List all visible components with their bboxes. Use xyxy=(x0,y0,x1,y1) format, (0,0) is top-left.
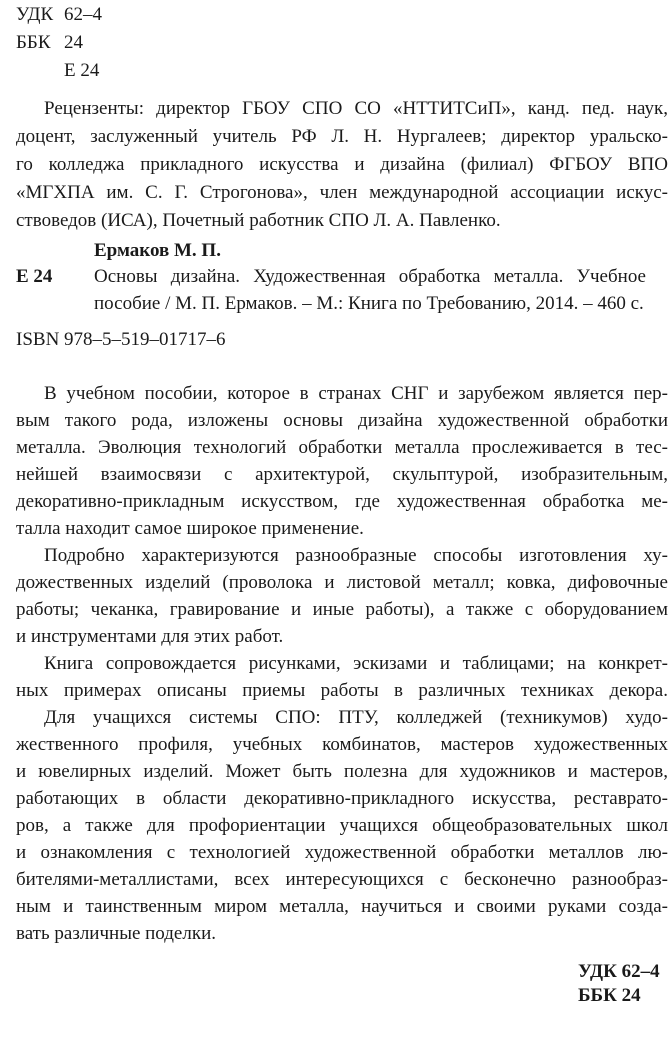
catalog-title-line: пособие / М. П. Ермаков. – М.: Книга по Требованию, 2014. – 460 с. xyxy=(94,293,644,314)
annotation-line: Книга сопровождается рисунками, эскизами и таблицами; на конкрет- xyxy=(44,653,668,674)
udk-label: УДК xyxy=(16,4,54,25)
annotation-line: декоративно-прикладным искусством, где художественная обработка ме- xyxy=(16,491,668,512)
catalog-mark: Е 24 xyxy=(16,266,53,287)
annotation-line: работы; чеканка, гравирование и иные работы), а также с оборудованием xyxy=(16,599,668,620)
annotation-line: работающих в области декоративно-прикладного искусства, реставрато- xyxy=(16,788,668,809)
annotation-line: дожественных изделий (проволока и листовой металл; ковка, дифовочные xyxy=(16,572,668,593)
annotation-line: металла. Эволюция технологий обработки металла прослеживается в тес- xyxy=(16,437,668,458)
reviewers-line: «МГХПА им. С. Г. Строгонова», член международной ассоциации искус- xyxy=(16,182,668,203)
annotation-line: В учебном пособии, которое в странах СНГ и зарубежом является пер- xyxy=(44,383,668,404)
annotation-line: вым такого рода, изложены основы дизайна художественной обработки xyxy=(16,410,668,431)
annotation-line: бителями-металлистами, всех интересующихся с бесконечно разнообраз- xyxy=(16,869,668,890)
catalog-title-line: Основы дизайна. Художественная обработка металла. Учебное xyxy=(94,266,646,287)
reviewers-line: ствоведов (ИСА), Почетный работник СПО Л. А. Павленко. xyxy=(16,210,501,231)
udk-code-bold: УДК 62–4 xyxy=(578,961,660,982)
reviewers-line: го колледжа прикладного искусства и дизайна (филиал) ФГБОУ ВПО xyxy=(16,154,668,175)
bbk-value: 24 xyxy=(64,32,83,53)
isbn-top: ISBN 978–5–519–01717–6 xyxy=(16,329,226,350)
annotation-line: вать различные поделки. xyxy=(16,923,216,944)
annotation-line: Для учащихся системы СПО: ПТУ, колледжей (техникумов) худо- xyxy=(44,707,668,728)
bbk-code-bold: ББК 24 xyxy=(578,985,641,1006)
author-mark-top: Е 24 xyxy=(64,60,100,81)
annotation-line: и инструментами для этих работ. xyxy=(16,626,284,647)
annotation-line: ных примерах описаны приемы работы в различных техниках декора. xyxy=(16,680,668,701)
annotation-line: и ознакомления с технологией художественной обработки металлов лю- xyxy=(16,842,668,863)
annotation-line: жественного профиля, учебных комбинатов, мастеров художественных xyxy=(16,734,668,755)
reviewers-line: Рецензенты: директор ГБОУ СПО СО «НТТИТСиП», канд. пед. наук, xyxy=(44,98,668,119)
catalog-author: Ермаков М. П. xyxy=(94,240,221,261)
reviewers-line: доцент, заслуженный учитель РФ Л. Н. Нургалеев; директор уральско- xyxy=(16,126,668,147)
annotation-line: нейшей взаимосвязи с архитектурой, скульптурой, изобразительным, xyxy=(16,464,668,485)
annotation-line: ров, а также для профориентации учащихся общеобразовательных школ xyxy=(16,815,668,836)
udk-value: 62–4 xyxy=(64,4,102,25)
annotation-line: талла находит самое широкое применение. xyxy=(16,518,364,539)
annotation-line: ным и таинственным миром металла, научиться и своими руками созда- xyxy=(16,896,668,917)
bbk-label: ББК xyxy=(16,32,51,53)
annotation-line: Подробно характеризуются разнообразные способы изготовления ху- xyxy=(44,545,668,566)
annotation-line: и ювелирных изделий. Может быть полезна для художников и мастеров, xyxy=(16,761,668,782)
